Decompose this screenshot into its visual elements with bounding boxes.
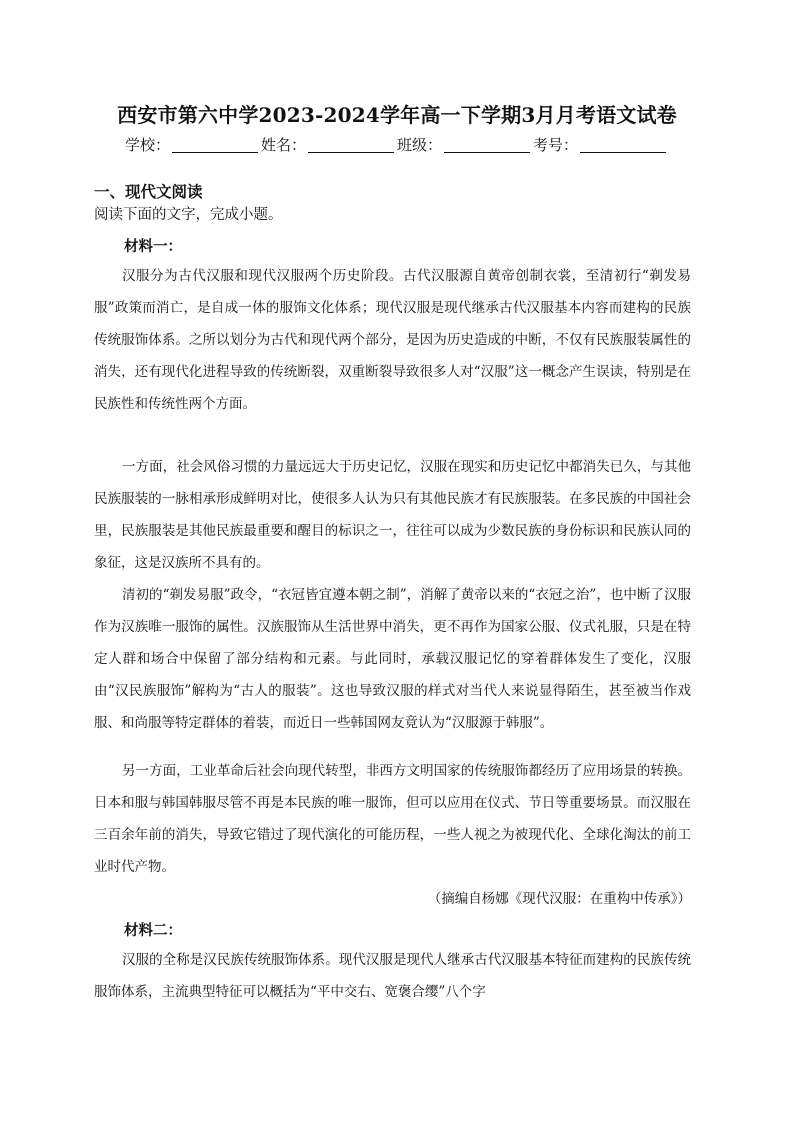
exam-number-blank[interactable] — [580, 151, 666, 153]
material-one-paragraph-2: 一方面，社会风俗习惯的力量远远大于历史记忆，汉服在现实和历史记忆中都消失已久，与其他民族服装的一脉相承形成鲜明对比，使很多人认为只有其他民族才有民族服装。在多民族的中国社会里，民族服装是其他民族最重要和醒目的标识之一，往往可以成为少数民族的身份标识和民族认同的象征，这是汉族所不具有的。 — [94, 459, 691, 571]
material-one-paragraph-3: 清初的“剃发易服”政令，“衣冠皆宜遵本朝之制”，消解了黄帝以来的“衣冠之治”，也中断了汉服作为汉族唯一服饰的属性。汉族服饰从生活世界中消失，更不再作为国家公服、仪式礼服，只是在特定人群和场合中保留了部分结构和元素。与此同时，承载汉服记忆的穿着群体发生了变化，汉服由“汉民族服饰”解构为“古人的服装”。这也导致汉服的样式对当代人来说显得陌生，甚至被当作戏服、和尚服等特定群体的着装，而近日一些韩国网友竟认为“汉服源于韩服”。 — [94, 587, 691, 731]
material-two-label: 材料二： — [124, 922, 182, 939]
exam-number-label: 考号： — [533, 136, 579, 154]
name-blank[interactable] — [308, 151, 394, 153]
school-label: 学校： — [124, 136, 170, 154]
material-two-paragraph-1: 汉服的全称是汉民族传统服饰体系。现代汉服是现代人继承古代汉服基本特征而建构的民族传统服饰体系，主流典型特征可以概括为“平中交右、宽褒合缨”八个字 — [94, 952, 691, 1000]
name-label: 姓名： — [260, 136, 306, 154]
material-one-label: 材料一： — [124, 238, 182, 255]
school-blank[interactable] — [172, 151, 258, 153]
material-one-source: （摘编自杨娜《现代汉服：在重构中传承》） — [427, 891, 691, 907]
page-title: 西安市第六中学2023-2024学年高一下学期3月月考语文试卷 — [117, 103, 677, 127]
class-blank[interactable] — [444, 151, 530, 153]
material-one-paragraph-1: 汉服分为古代汉服和现代汉服两个历史阶段。古代汉服源自黄帝创制衣裳，至清初行“剃发易服”政策而消亡，是自成一体的服饰文化体系；现代汉服是现代继承古代汉服基本内容而建构的民族传统服饰体系。之所以划分为古代和现代两个部分，是因为历史造成的中断，不仅有民族服装属性的消失，还有现代化进程导致的传统断裂，双重断裂导致很多人对“汉服”这一概念产生误读，特别是在民族性和传统性两个方面。 — [94, 268, 691, 412]
section-heading: 一、现代文阅读 — [94, 183, 203, 201]
instruction-text: 阅读下面的文字，完成小题。 — [94, 207, 283, 223]
material-one-paragraph-4: 另一方面，工业革命后社会向现代转型，非西方文明国家的传统服饰都经历了应用场景的转换。日本和服与韩国韩服尽管不再是本民族的唯一服饰，但可以应用在仪式、节日等重要场景。而汉服在三百余年前的消失，导致它错过了现代演化的可能历程，一些人视之为被现代化、全球化淘汰的前工业时代产物。 — [94, 763, 691, 875]
student-info-line — [0, 133, 794, 157]
class-label: 班级： — [397, 136, 443, 154]
